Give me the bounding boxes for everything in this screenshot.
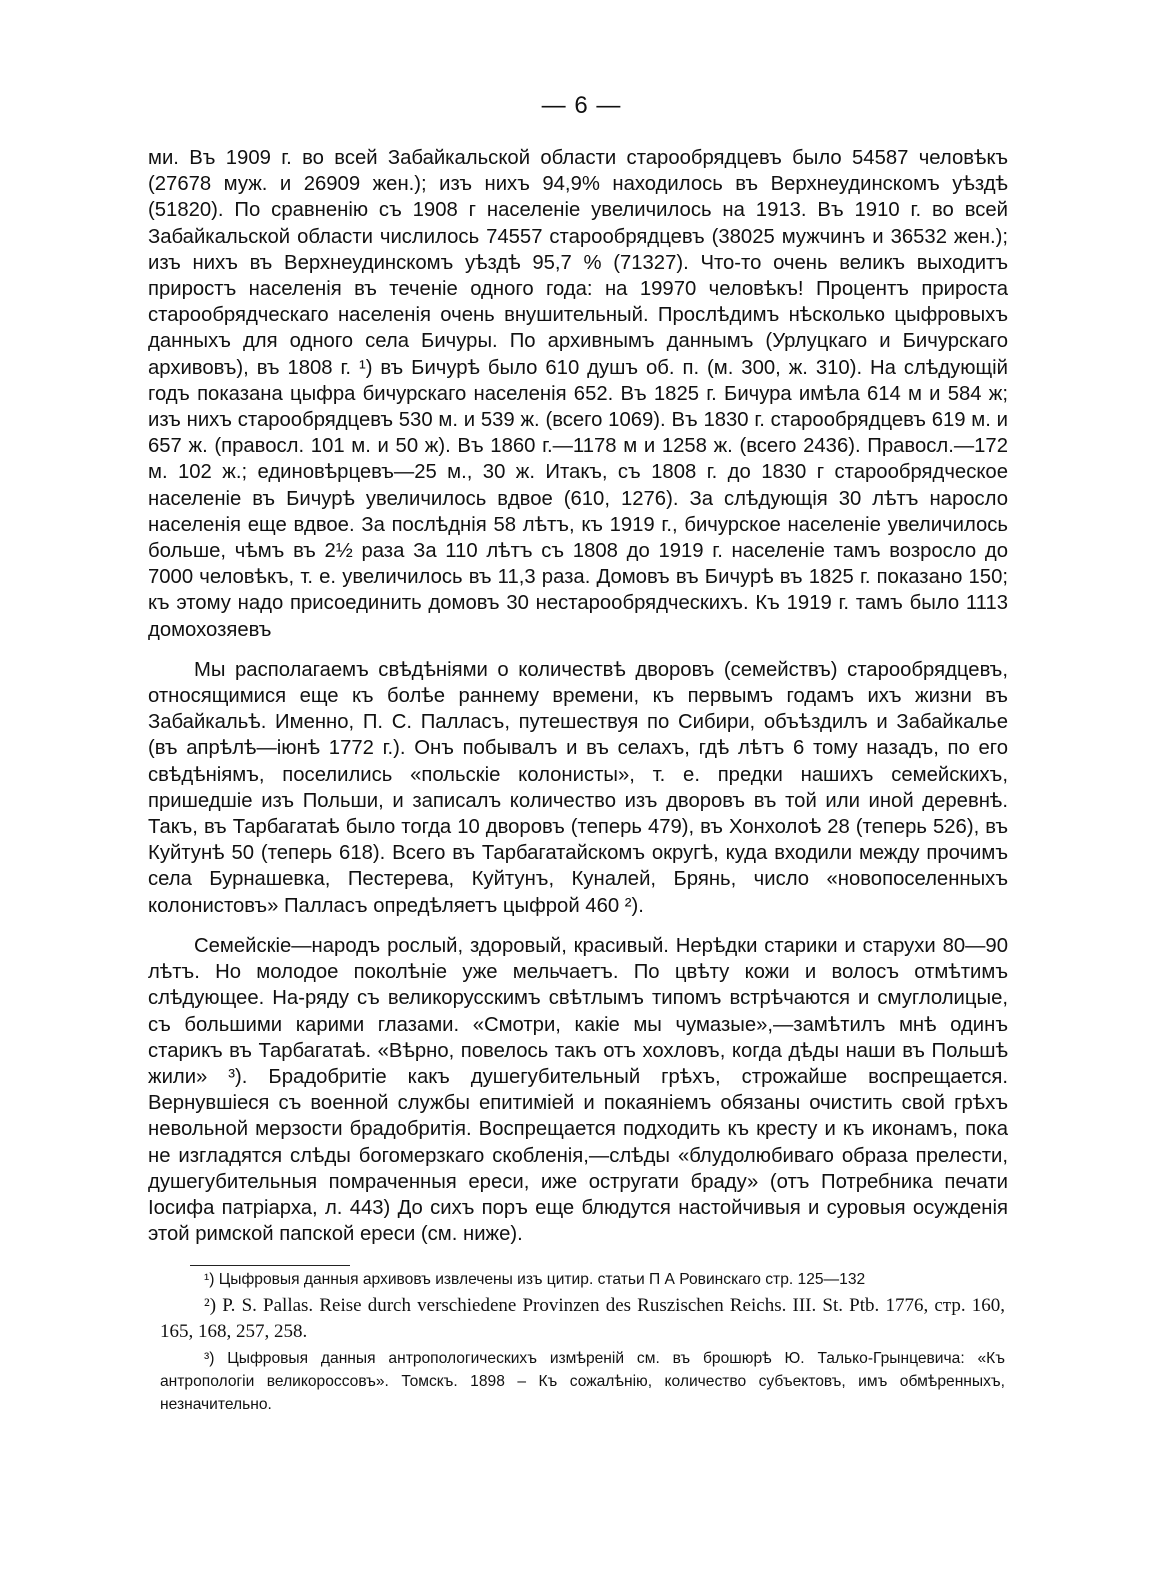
body-text xyxy=(148,145,1008,1247)
footnote-2: ²) P. S. Pallas. Reise durch verschiedene Provinzen des Ruszischen Reichs. III. St. Ptb. 1776, стр. 160, 165, 168, 257, 258. xyxy=(160,1295,1005,1342)
footnote-3: ³) Цыфровыя данныя антропологическихъ измѣреній см. въ брошюрѣ Ю. Талько-Грынцевича: «Къ антропологіи великороссовъ». Томскъ. 1898 – Къ сожалѣнію, количество субъектовъ, имъ обмѣренныхъ, незначительно. xyxy=(160,1350,1005,1413)
paragraph-statistics: ми. Въ 1909 г. во всей Забайкальской области старообрядцевъ было 54587 человѣкъ (27678 муж. и 26909 жен.); изъ нихъ 94,9% находилось въ Верхнеудинскомъ уѣздѣ (51820). По сравненію съ 1908 г населеніе увеличилось на 1913. Въ 1910 г. во всей Забайкальской области числилось 74557 старообрядцевъ (38025 мужчинъ и 36532 жен.); изъ нихъ въ Верхнеудинскомъ уѣздѣ 95,7 % (71327). Что-то очень великъ выходитъ приростъ населенія въ теченіе одного года: на 19970 человѣкъ! Процентъ прироста старообрядческаго населенія очень внушительный. Прослѣдимъ нѣсколько цыфровыхъ данныхъ для одного села Бичуры. По архивнымъ даннымъ (Урлуцкаго и Бичурскаго архивовъ), въ 1808 г. ¹) въ Бичурѣ было 610 душъ об. п. (м. 300, ж. 310). На слѣдующій годъ показана цыфра бичурскаго населенія 652. Въ 1825 г. Бичура имѣла 614 м и 584 ж; изъ нихъ старообрядцевъ 530 м. и 539 ж. (всего 1069). Въ 1830 г. старообрядцевъ 619 м. и 657 ж. (правосл. 101 м. и 50 ж). Въ 1860 г.—1178 м и 1258 ж. (всего 2436). Правосл.—172 м. 102 ж.; единовѣрцевъ—25 м., 30 ж. Итакъ, съ 1808 г. до 1830 г старообрядческое населеніе въ Бичурѣ увеличилось вдвое (610, 1276). За слѣдующія 30 лѣтъ наросло населенія еще вдвое. За послѣднія 58 лѣтъ, къ 1919 г., бичурское населеніе увеличилось больше, чѣмъ въ 2½ раза За 110 лѣтъ съ 1808 до 1919 г. населеніе тамъ возросло до 7000 человѣкъ, т. е. увеличилось въ 11,3 раза. Домовъ въ Бичурѣ въ 1825 г. показано 150; къ этому надо присоединить домовъ 30 нестарообрядческихъ. Къ 1919 г. тамъ было 1113 домохозяевъ xyxy=(148,147,1008,641)
paragraph-semeyskie: Семейскіе—народъ рослый, здоровый, красивый. Нерѣдки старики и старухи 80—90 лѣтъ. Но молодое поколѣніе уже мельчаетъ. По цвѣту кожи и волосъ отмѣтимъ слѣдующее. На-ряду съ великорусскимъ свѣтлымъ типомъ встрѣчаются и смуглолицые, съ большими карими глазами. «Смотри, какіе мы чумазые»,—замѣтилъ мнѣ одинъ старикъ въ Тарбагатаѣ. «Вѣрно, повелось такъ отъ хохловъ, когда дѣды наши въ Польшѣ жили» ³). Брадобритіе какъ душегубительный грѣхъ, строжайше воспрещается. Вернувшіеся съ военной службы епитиміей и покаяніемъ обязаны очистить свой грѣхъ невольной мерзости брадобритія. Воспрещается подходить къ кресту и къ иконамъ, пока не изгладятся слѣды богомерзкаго скобленія,—слѣды «блудолюбиваго образа прелести, душегубительныя помраченныя ереси, иже остругати браду» (отъ Потребника печати Іосифа патріарха, л. 443) До сихъ поръ еще блюдутся настойчивыя и суровыя осужденія этой римской папской ереси (см. ниже). xyxy=(148,934,1008,1246)
footnote-1: ¹) Цыфровыя данныя архивовъ извлечены изъ цитир. статьи П А Ровинскаго стр. 125—132 xyxy=(204,1271,866,1288)
paragraph-pallas: Мы располагаемъ свѣдѣніями о количествѣ дворовъ (семействъ) старообрядцевъ, относящимися еще къ болѣе раннему времени, къ первымъ годамъ ихъ жизни въ Забайкальѣ. Именно, П. С. Палласъ, путешествуя по Сибири, объѣздилъ и Забайкалье (въ апрѣлѣ—іюнѣ 1772 г.). Онъ побывалъ и въ селахъ, гдѣ лѣтъ 6 тому назадъ, по его свѣдѣніямъ, поселились «польскіе колонисты», т. е. предки нашихъ семейскихъ, пришедшіе изъ Польши, и записалъ количество изъ дворовъ въ той или иной деревнѣ. Такъ, въ Тарбагатаѣ было тогда 10 дворовъ (теперь 479), въ Хонхолоѣ 28 (теперь 526), въ Куйтунѣ 50 (теперь 618). Всего въ Тарбагатайскомъ округѣ, куда входили между прочимъ села Бурнашевка, Пестерева, Куйтунъ, Куналей, Брянь, число «новопоселенныхъ колонистовъ» Палласъ опредѣляетъ цыфрой 460 ²). xyxy=(148,658,1008,917)
page-number: — 6 — xyxy=(541,92,622,119)
footnotes xyxy=(160,1268,1005,1416)
footnote-divider xyxy=(190,1265,350,1266)
